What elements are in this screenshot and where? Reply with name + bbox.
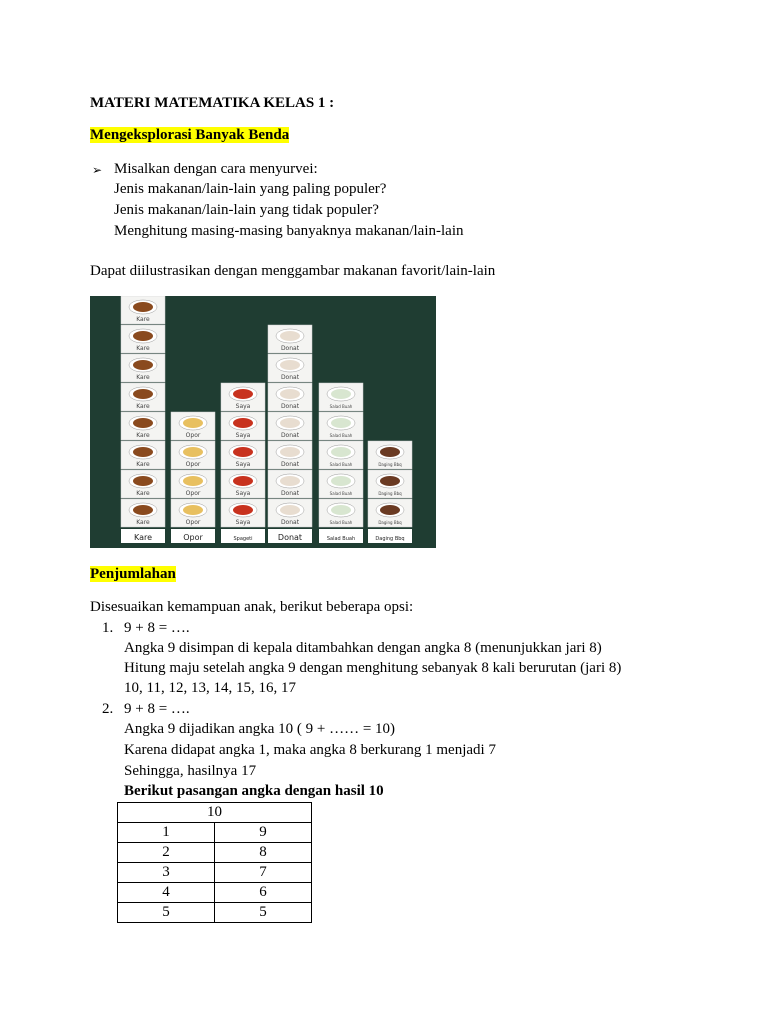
- food-card-label: Donat: [280, 403, 300, 410]
- food-card-label: Donat: [280, 432, 300, 439]
- food-card-label: Kare: [136, 490, 150, 497]
- favorite-food-pictograph-photo: [90, 296, 436, 548]
- food-card-label: Saya: [235, 432, 251, 439]
- section-heading-penjumlahan: [90, 564, 176, 584]
- highlighted-heading: Penjumlahan: [90, 566, 176, 582]
- pairs-table: [117, 802, 312, 923]
- food-card: [319, 412, 363, 440]
- food-card-label: Donat: [280, 519, 300, 526]
- food-card: [319, 383, 363, 411]
- food-card-label: Donat: [280, 490, 300, 497]
- food-card-label: Opor: [185, 461, 201, 468]
- food-card-label: Daging Bbq: [378, 520, 402, 525]
- table-cell: 2: [118, 843, 215, 863]
- food-card-label: Opor: [185, 432, 201, 439]
- table-cell: 5: [118, 903, 215, 923]
- food-card: [268, 499, 312, 527]
- food-card: [121, 325, 165, 353]
- food-card-label: Salad Buah: [329, 491, 353, 496]
- food-card-label: Opor: [185, 490, 201, 497]
- food-card-label: Kare: [136, 374, 150, 381]
- list-number: 1.: [102, 620, 114, 636]
- food-card-label: Saya: [235, 403, 251, 410]
- bullet-line: Menghitung masing-masing banyaknya makanan/lain-lain: [114, 223, 464, 239]
- bullet-line: Jenis makanan/lain-lain yang paling populer?: [114, 181, 387, 197]
- food-card-label: Kare: [136, 403, 150, 410]
- table-row: [118, 883, 312, 903]
- table-row: [118, 843, 312, 863]
- list-line: Angka 9 disimpan di kepala ditambahkan dengan angka 8 (menunjukkan jari 8): [124, 640, 602, 656]
- food-card: [121, 412, 165, 440]
- food-card-label: Salad Buah: [329, 433, 353, 438]
- table-cell: 7: [215, 863, 312, 883]
- table-cell: 9: [215, 823, 312, 843]
- food-card-label: Saya: [235, 461, 251, 468]
- food-card: [221, 470, 265, 498]
- food-card: [171, 441, 215, 469]
- food-card: [268, 441, 312, 469]
- table-cell: 1: [118, 823, 215, 843]
- food-card: [268, 383, 312, 411]
- food-card: [319, 441, 363, 469]
- category-label: Kare: [133, 533, 153, 542]
- food-card: [171, 499, 215, 527]
- food-card-label: Kare: [136, 461, 150, 468]
- food-card: [121, 296, 165, 324]
- food-card: [368, 470, 412, 498]
- food-card: [121, 441, 165, 469]
- food-card: [268, 354, 312, 382]
- arrow-bullet-icon: ➢: [92, 163, 103, 177]
- table-cell: 8: [215, 843, 312, 863]
- food-card-label: Kare: [136, 519, 150, 526]
- table-header-row: [118, 803, 312, 823]
- table-cell: 6: [215, 883, 312, 903]
- table-cell: 3: [118, 863, 215, 883]
- pictograph-chart: [90, 296, 436, 548]
- illustration-caption: Dapat diilustrasikan dengan menggambar makanan favorit/lain-lain: [90, 263, 496, 279]
- list-line: 10, 11, 12, 13, 14, 15, 16, 17: [124, 680, 296, 696]
- list-number: 2.: [102, 701, 114, 717]
- food-card: [268, 325, 312, 353]
- food-card: [319, 470, 363, 498]
- food-card: [121, 383, 165, 411]
- food-card-label: Salad Buah: [329, 462, 353, 467]
- food-card: [221, 499, 265, 527]
- food-card: [221, 412, 265, 440]
- category-label: Opor: [183, 533, 203, 542]
- list-line: Hitung maju setelah angka 9 dengan menghitung sebanyak 8 kali berurutan (jari 8): [124, 660, 622, 676]
- food-card: [171, 412, 215, 440]
- bullet-line: Misalkan dengan cara menyurvei:: [114, 161, 318, 177]
- food-card-label: Donat: [280, 345, 300, 352]
- food-card-label: Donat: [280, 461, 300, 468]
- food-card-label: Opor: [185, 519, 201, 526]
- food-card: [121, 354, 165, 382]
- list-question: 9 + 8 = ….: [124, 701, 190, 717]
- food-card: [268, 470, 312, 498]
- category-label: Spageti: [233, 536, 253, 542]
- food-card-label: Daging Bbq: [378, 462, 402, 467]
- food-card: [368, 441, 412, 469]
- table-header-cell: 10: [118, 803, 312, 823]
- options-intro: Disesuaikan kemampuan anak, berikut beberapa opsi:: [90, 599, 414, 615]
- food-card: [221, 383, 265, 411]
- food-card-label: Donat: [280, 374, 300, 381]
- table-cell: 4: [118, 883, 215, 903]
- section-heading-eksplorasi: [90, 125, 289, 145]
- table-row: [118, 903, 312, 923]
- highlighted-heading: Mengeksplorasi Banyak Benda: [90, 127, 290, 143]
- category-label: Donat: [277, 533, 303, 542]
- food-card-label: Kare: [136, 316, 150, 323]
- food-card: [368, 499, 412, 527]
- food-card-label: Saya: [235, 519, 251, 526]
- table-row: [118, 863, 312, 883]
- category-label: Daging Bbq: [375, 536, 405, 542]
- list-line: Sehingga, hasilnya 17: [124, 763, 257, 779]
- food-card-label: Kare: [136, 432, 150, 439]
- bullet-line: Jenis makanan/lain-lain yang tidak populer?: [114, 202, 379, 218]
- list-line: Angka 9 dijadikan angka 10 ( 9 + …… = 10): [124, 721, 396, 737]
- food-card: [121, 499, 165, 527]
- table-row: [118, 823, 312, 843]
- food-card-label: Salad Buah: [329, 404, 353, 409]
- food-card: [121, 470, 165, 498]
- food-card-label: Salad Buah: [329, 520, 353, 525]
- category-label: Salad Buah: [326, 536, 356, 542]
- table-title: Berikut pasangan angka dengan hasil 10: [124, 783, 384, 799]
- food-card: [171, 470, 215, 498]
- list-question: 9 + 8 = ….: [124, 620, 190, 636]
- food-card-label: Daging Bbq: [378, 491, 402, 496]
- list-line: Karena didapat angka 1, maka angka 8 berkurang 1 menjadi 7: [124, 742, 496, 758]
- food-card: [268, 412, 312, 440]
- food-card: [221, 441, 265, 469]
- food-card-label: Saya: [235, 490, 251, 497]
- document-title: MATERI MATEMATIKA KELAS 1 :: [90, 95, 335, 111]
- table-cell: 5: [215, 903, 312, 923]
- food-card-label: Kare: [136, 345, 150, 352]
- food-card: [319, 499, 363, 527]
